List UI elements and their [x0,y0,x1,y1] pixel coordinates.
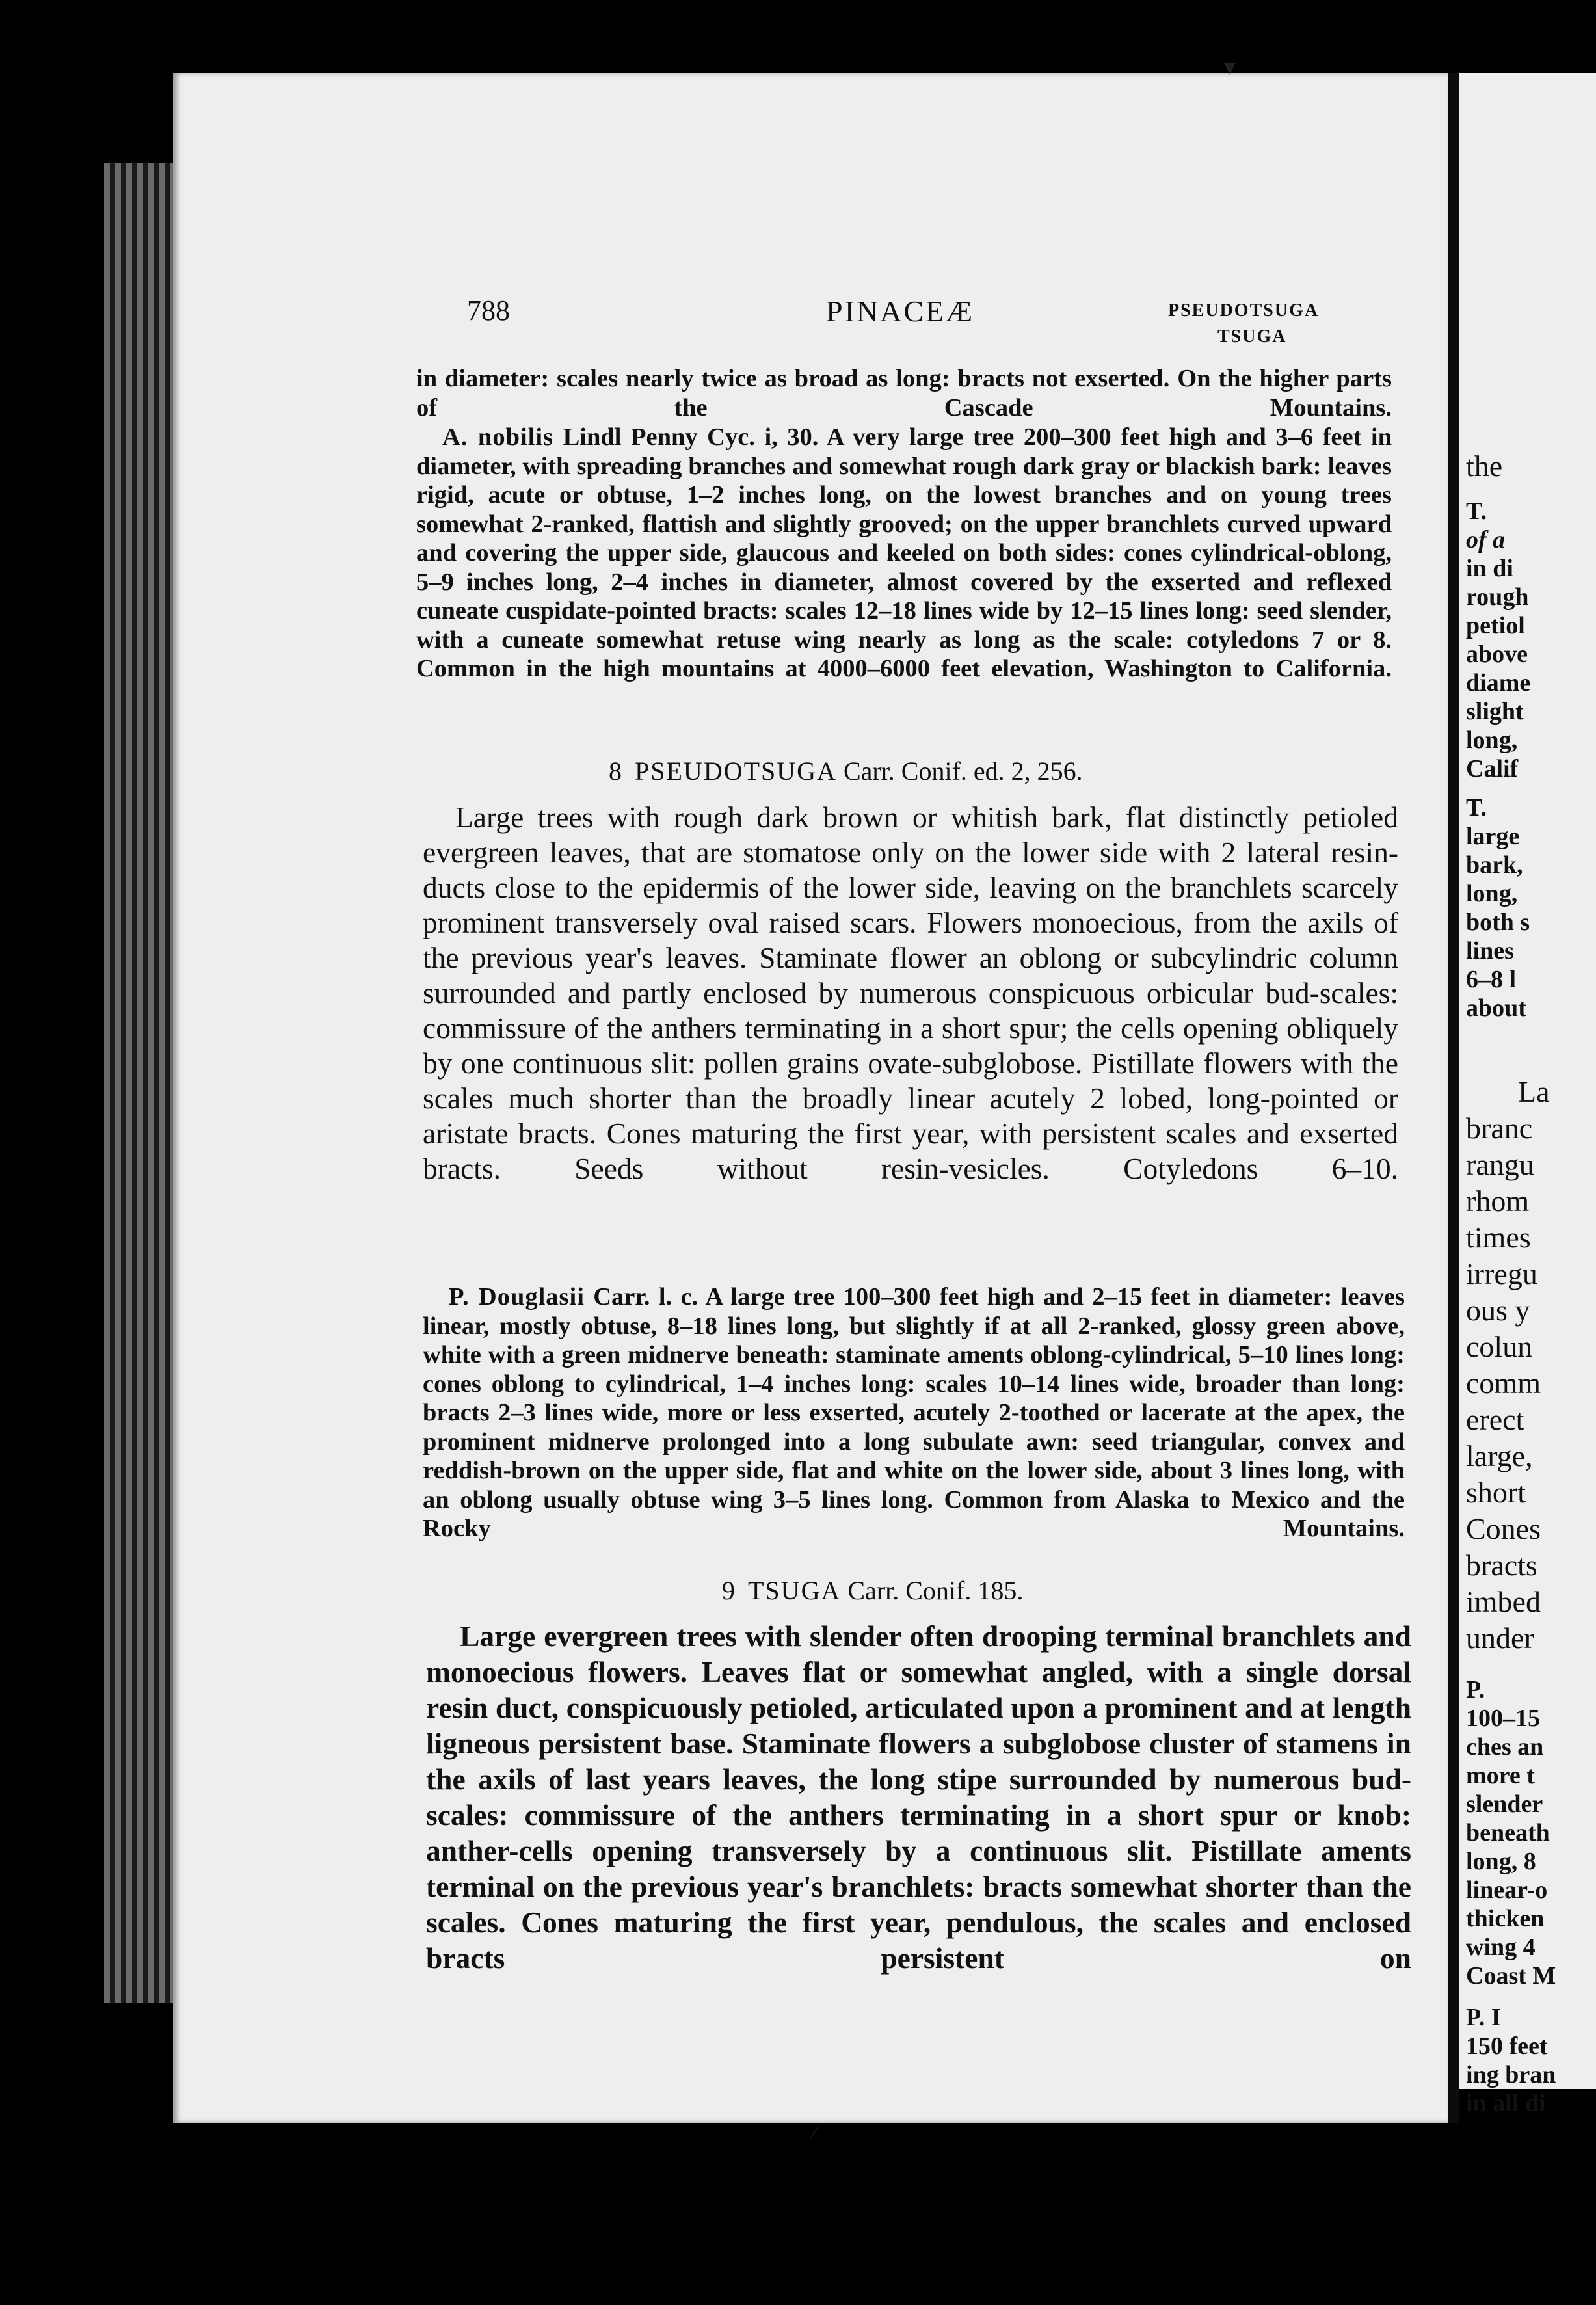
right-fragment: in di [1466,555,1513,582]
right-fragment: ous y [1466,1294,1530,1327]
right-fragment: branc [1466,1112,1533,1145]
species-name: A. nobilis [442,423,554,451]
right-fragment: bracts [1466,1549,1537,1582]
right-fragment: 6–8 l [1466,966,1517,993]
right-fragment: Calif [1466,755,1519,782]
right-fragment: linear-o [1466,1876,1548,1904]
right-page-fragment [1459,73,1596,2117]
right-fragment: ches an [1466,1733,1544,1761]
genus-heading-tsuga [722,1575,1023,1606]
running-title: PINACEÆ [826,295,975,328]
page-edge-stack [104,163,176,2003]
right-fragment: ing bran [1466,2061,1556,2088]
running-genus: TSUGA [1217,326,1287,347]
scan-mark: ⁄ [813,2122,817,2143]
right-fragment: comm [1466,1366,1541,1400]
genus-name: TSUGA [748,1576,842,1605]
abies-continuation: in diameter: scales nearly twice as broad as long: bracts not exserted. On the higher parts of the Cascade Mountains. [416,365,1392,421]
scan-mark: ▼ [1220,57,1240,79]
right-fragment: slender [1466,1791,1543,1818]
right-fragment: Coast M [1466,1962,1556,1990]
right-fragment: lines [1466,937,1514,965]
right-fragment: beneath [1466,1819,1550,1846]
right-fragment: bark, [1466,851,1523,879]
right-fragment: colun [1466,1330,1533,1363]
right-fragment: long, 8 [1466,1848,1536,1875]
right-fragment: irregu [1466,1257,1537,1290]
genus-citation: Carr. Conif. 185. [847,1576,1024,1605]
genus-description-tsuga: Large evergreen trees with slender often drooping terminal branchlets and monoecious flowers. Leaves flat or somewhat angled, with a single dorsal resin duct, conspicuously petioled, articulated upon a prominent and at length ligneous persistent base. Staminate flowers a subglobose cluster of stamens in the axils of last years leaves, the long stipe surrounded by numerous bud-scales: commissure of the anthers terminating in a short spur or knob: anther-cells opening transversely by a continuous slit. Pistillate aments terminal on the previous year's branchlets: bracts somewhat shorter than the scales. Cones maturing the first year, pendulous, the scales and enclosed bracts persistent on [426,1619,1411,1975]
right-fragment: 150 feet [1466,2032,1548,2060]
right-fragment: rough [1466,583,1529,611]
genus-number: 9 [722,1576,735,1605]
right-fragment: about [1466,994,1526,1022]
running-genus: PSEUDOTSUGA [1168,300,1320,321]
right-fragment: in all di [1466,2090,1546,2117]
right-fragment: thicken [1466,1905,1545,1932]
right-fragment: rangu [1466,1148,1534,1181]
right-fragment: rhom [1466,1184,1530,1218]
genus-citation: Carr. Conif. ed. 2, 256. [843,756,1083,786]
right-fragment: more t [1466,1762,1535,1789]
right-fragment: diame [1466,669,1531,697]
right-fragment: short [1466,1476,1526,1509]
right-fragment: 100–15 [1466,1705,1540,1732]
book-gutter [1448,73,1459,2123]
right-fragment: times [1466,1221,1531,1254]
right-fragment: P. [1466,1676,1485,1703]
right-fragment: under [1466,1621,1534,1655]
right-fragment: the [1466,449,1503,483]
right-fragment: long, [1466,880,1518,907]
page-number: 788 [467,295,510,326]
genus-number: 8 [609,756,622,786]
genus-description-pseudotsuga: Large trees with rough dark brown or whitish bark, flat distinctly petioled evergreen leaves, that are stomatose only on the lower side with 2 lateral resin-ducts close to the epidermis of the lower side, leaving on the branchlets scarcely prominent transversely oval raised scars. Flowers monoecious, from the axils of the previous year's leaves. Staminate flower an oblong or subcylindric column surrounded and partly enclosed by numerous conspicuous orbicular bud-scales: commissure of the anthers terminating in a short spur; the cells opening obliquely by one continuous slit: pollen grains ovate-subglobose. Pistillate flowers with the scales much shorter than the broadly linear acutely 2 lobed, long-pointed or aristate bracts. Cones maturing the first year, with persistent scales and exserted bracts. Seeds without resin-vesicles. Cotyledons 6–10. [423,801,1398,1185]
right-fragment: both s [1466,909,1530,936]
right-fragment: slight [1466,698,1524,725]
right-fragment: erect [1466,1403,1524,1436]
right-fragment: P. I [1466,2004,1501,2031]
right-fragment: large [1466,823,1520,850]
species-entry-abies-nobilis [416,423,1392,684]
right-fragment: La [1518,1075,1550,1108]
genus-name: PSEUDOTSUGA [635,756,837,786]
genus-heading-pseudotsuga [609,756,1083,786]
right-fragment: of a [1466,526,1506,553]
right-fragment: wing 4 [1466,1934,1536,1961]
species-entry-pseudotsuga-douglasii [423,1283,1405,1543]
right-fragment: Cones [1466,1512,1541,1545]
right-fragment: large, [1466,1439,1533,1472]
right-fragment: long, [1466,726,1518,754]
right-fragment: T. [1466,498,1487,525]
species-text: Lindl Penny Cyc. i, 30. A very large tree 200–300 feet high and 3–6 feet in diameter, with spreading branches and somewhat rough dark gray or blackish bark: leaves rigid, acute or obtuse, 1–2 inches long, on the lowest branches and on young trees somewhat 2-ranked, flattish and slightly grooved; on the upper branchlets curved upward and covering the upper side, glaucous and keeled on both sides: cones cylindrical-oblong, 5–9 inches long, 2–4 inches in diameter, almost covered by the exserted and reflexed cuneate cuspidate-pointed bracts: scales 12–18 lines wide by 12–15 lines long: seed slender, with a cuneate somewhat retuse wing nearly as long as the scale: cotyledons 7 or 8. Common in the high mountains at 4000–6000 feet elevation, Washington to California. [416,423,1392,682]
right-fragment: T. [1466,794,1487,821]
species-text: Carr. l. c. A large tree 100–300 feet high and 2–15 feet in diameter: leaves linear, mostly obtuse, 8–18 lines long, but slightly if at all 2-ranked, glossy green above, white with a green midnerve beneath: staminate aments oblong-cylindrical, 5–10 lines long: cones oblong to cylindrical, 1–4 inches long: scales 10–14 lines wide, broader than long: bracts 2–3 lines wide, more or less exserted, acutely 2-toothed or lacerate at the apex, the prominent midnerve prolonged into a long subulate awn: seed triangular, convex and reddish-brown on the upper side, flat and white on the lower side, about 3 lines long, with an oblong usually obtuse wing 3–5 lines long. Common from Alaska to Mexico and the Rocky Mountains. [423,1283,1405,1542]
right-fragment: petiol [1466,612,1525,639]
right-fragment: imbed [1466,1585,1541,1618]
species-name: P. Douglasii [449,1283,585,1311]
right-fragment: above [1466,641,1528,668]
